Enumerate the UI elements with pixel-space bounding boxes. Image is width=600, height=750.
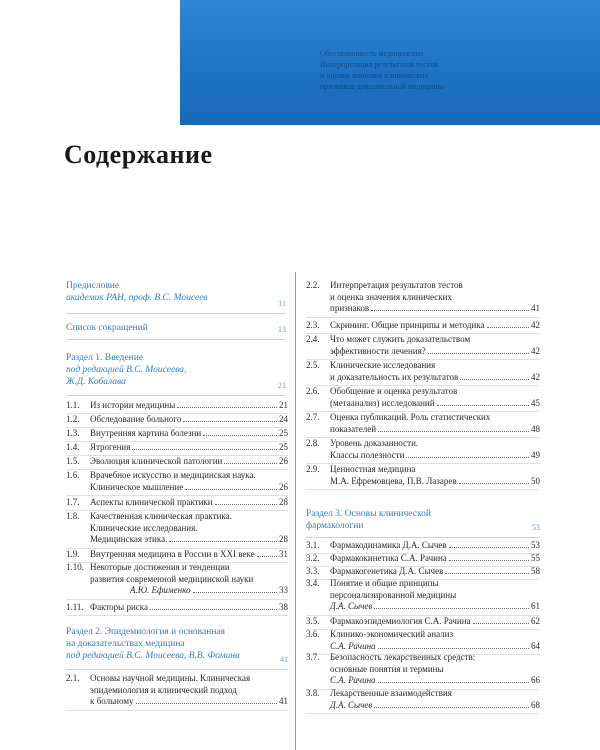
column-divider bbox=[295, 272, 296, 750]
section-editor: Ж.Д. Кобалава bbox=[66, 377, 126, 387]
toc-section-3[interactable] bbox=[306, 508, 540, 534]
toc-preface[interactable] bbox=[66, 280, 286, 310]
page-number: 21 bbox=[278, 381, 286, 390]
page-number: 31 bbox=[279, 549, 288, 559]
toc-abbreviations[interactable] bbox=[66, 322, 286, 336]
toc-entry[interactable]: 3.3. Фармакогенетика Д.А. Сычев 58 bbox=[306, 566, 540, 578]
page-number: 58 bbox=[531, 566, 540, 576]
toc-entry[interactable]: 2.8. Уровень доказанности. Классы полезности 49 bbox=[306, 438, 540, 462]
page-number: 49 bbox=[531, 449, 540, 460]
page-number: 55 bbox=[531, 553, 540, 563]
page-number: 38 bbox=[279, 602, 288, 612]
page-number: 53 bbox=[532, 523, 540, 532]
section-editor: под редакцией В.С. Моисеева, В.В. Фомина bbox=[66, 651, 240, 661]
page-number: 26 bbox=[279, 481, 288, 492]
page-number: 53 bbox=[531, 540, 540, 550]
photo-ghost-text: Интерпретация результатов тестов bbox=[320, 60, 439, 69]
toc-entry[interactable]: 2.2. Интерпретация результатов тестов и оценка значения клинических признаков 41 bbox=[306, 280, 540, 316]
toc-entry[interactable]: 1.9. Внутренняя медицина в России в XXI веке 31 bbox=[66, 549, 288, 561]
section-title: Раздел 2. Эпидемиология и основанная bbox=[66, 627, 225, 637]
toc-entry[interactable]: 1.11. Факторы риска 38 bbox=[66, 602, 288, 614]
page-number: 48 bbox=[531, 423, 540, 434]
toc-entry[interactable]: 1.4. Ятрогения 25 bbox=[66, 442, 288, 454]
page-number: 25 bbox=[279, 428, 288, 438]
section-title: на доказательствах медицина bbox=[66, 639, 185, 649]
section-title: Раздел 1. Введение bbox=[66, 353, 144, 363]
page-number: 21 bbox=[279, 400, 288, 410]
page-title: Содержание bbox=[64, 140, 213, 169]
page-number: 50 bbox=[531, 475, 540, 486]
page-number: 41 bbox=[531, 303, 540, 313]
page-number: 61 bbox=[531, 601, 540, 611]
toc-entry[interactable]: 1.6. Врачебное искусство и медицинская наука. Клиническое мышление 26 bbox=[66, 470, 288, 494]
page-number: 33 bbox=[279, 585, 288, 595]
toc-entry[interactable]: 3.7. Безопасность лекарственных средств: основные понятия и термины С.А. Рачина 66 bbox=[306, 652, 540, 688]
toc-entry[interactable]: 2.5. Клинические исследования и доказательность их результатов 42 bbox=[306, 360, 540, 384]
abbr-title: Список сокращений bbox=[66, 323, 148, 333]
section-title: фармакологии bbox=[306, 521, 364, 531]
toc-entry[interactable]: 2.7. Оценка публикаций. Роль статистических показателей 48 bbox=[306, 412, 540, 436]
page-number: 42 bbox=[531, 345, 540, 356]
page-number: 66 bbox=[531, 675, 540, 685]
page-number: 41 bbox=[279, 696, 288, 706]
toc-entry[interactable]: 3.6. Клинико-экономический анализ С.А. Рачина 64 bbox=[306, 629, 540, 653]
page-number: 45 bbox=[531, 397, 540, 408]
page-number: 42 bbox=[531, 320, 540, 330]
toc-entry[interactable]: 3.5. Фармакоэпидемиология С.А. Рачина 62 bbox=[306, 616, 540, 628]
toc-entry[interactable]: 3.8. Лекарственные взаимодействия Д.А. Сычев 68 bbox=[306, 688, 540, 712]
toc-entry[interactable]: 3.2. Фармакокинетика С.А. Рачина 55 bbox=[306, 553, 540, 565]
photo-ghost-text: Обоснованность медицинских bbox=[320, 49, 424, 58]
page-number: 28 bbox=[279, 534, 288, 544]
toc-entry[interactable]: 1.2. Обследование больного 24 bbox=[66, 414, 288, 426]
cover-photo bbox=[180, 0, 600, 125]
page-number: 64 bbox=[531, 640, 540, 651]
toc-entry[interactable]: 3.4. Понятие и общие принципы персонализированной медицины Д.А. Сычев 61 bbox=[306, 578, 540, 614]
page-number: 11 bbox=[278, 299, 286, 308]
page-number: 26 bbox=[279, 456, 288, 466]
photo-ghost-text: признаков доказательной медицины bbox=[320, 82, 444, 91]
toc-entry[interactable]: 1.3. Внутренняя картина болезни 25 bbox=[66, 428, 288, 440]
page-number: 24 bbox=[279, 414, 288, 424]
preface-title: Предисловие bbox=[66, 281, 120, 291]
page-number: 41 bbox=[280, 655, 288, 664]
toc-entry[interactable]: 2.4. Что может служить доказательством эффективности лечения? 42 bbox=[306, 334, 540, 358]
toc-entry[interactable]: 1.8. Качественная клиническая практика. Клинические исследования. Медицинская этика. 28 bbox=[66, 511, 288, 547]
section-title: Раздел 3. Основы клинической bbox=[306, 509, 431, 519]
toc-entry[interactable]: 1.5. Эволюция клинической патологии 26 bbox=[66, 456, 288, 468]
toc-entry[interactable]: 1.7. Аспекты клинической практики 28 bbox=[66, 497, 288, 509]
page-number: 62 bbox=[531, 616, 540, 626]
page-number: 13 bbox=[278, 325, 286, 334]
toc-section-1[interactable] bbox=[66, 352, 286, 392]
photo-ghost-text: и оценка значения клинических bbox=[320, 71, 429, 80]
page-number: 68 bbox=[531, 699, 540, 710]
toc-entry[interactable]: 2.9. Ценностная медицина М.А. Ефремовцева, П.В. Лазарев 50 bbox=[306, 464, 540, 488]
toc-entry[interactable]: 2.3. Скрининг. Общие принципы и методика 42 bbox=[306, 320, 540, 332]
page-number: 42 bbox=[531, 371, 540, 382]
page-number: 28 bbox=[279, 497, 288, 507]
toc-entry[interactable]: 2.1. Основы научной медицины. Клиническая эпидемиология и клинический подход к больному 41 bbox=[66, 673, 288, 709]
preface-author: академик РАН, проф. В.С. Моисеев bbox=[66, 293, 208, 303]
toc-section-2[interactable] bbox=[66, 626, 288, 666]
page-number: 25 bbox=[279, 442, 288, 452]
toc-entry[interactable]: 1.1. Из истории медицины 21 bbox=[66, 400, 288, 412]
toc-entry[interactable]: 3.1. Фармакодинамика Д.А. Сычев 53 bbox=[306, 540, 540, 552]
section-editor: под редакцией В.С. Моисеева, bbox=[66, 365, 187, 375]
toc-entry[interactable]: 2.6. Обобщение и оценка результатов (метаанализ) исследований 45 bbox=[306, 386, 540, 410]
toc-entry[interactable]: 1.10. Некоторые достижения и тенденции развития современной медицинской науки А.Ю. Ефименко 33 bbox=[66, 562, 288, 598]
